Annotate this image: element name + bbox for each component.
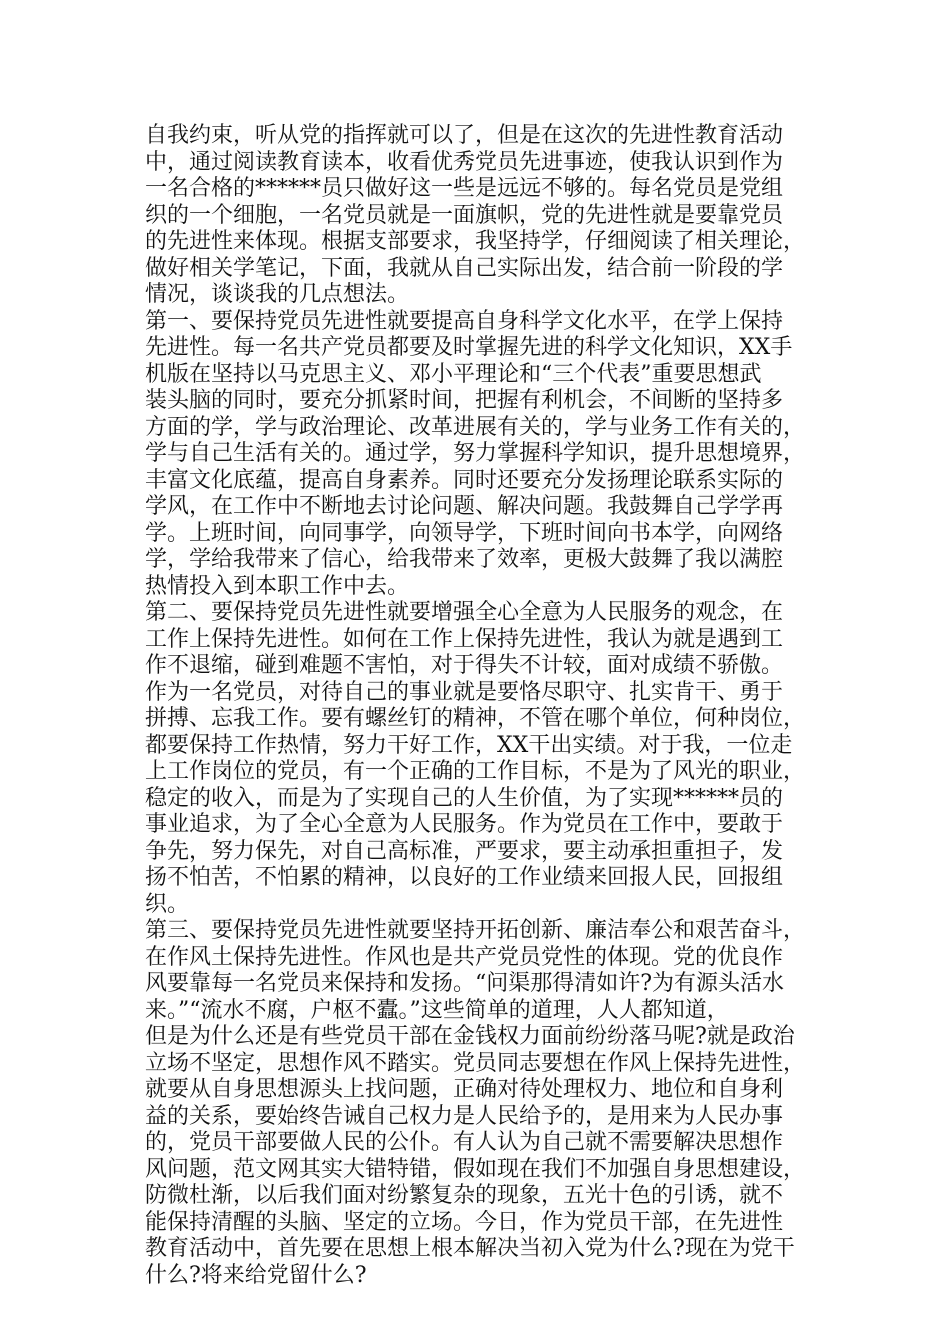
text-line: 情况，谈谈我的几点想法。 <box>145 282 410 307</box>
text-line: 能保持清醒的头脑、坚定的立场。今日，作为党员干部，在先进性 <box>145 1209 784 1235</box>
text-line: 学，学给我带来了信心，给我带来了效率，更极大鼓舞了我以满腔 <box>145 547 784 572</box>
text-line: 装头脑的同时，要充分抓紧时间，把握有利机会，不间断的坚持多 <box>145 388 784 413</box>
document-body-text <box>145 123 815 1289</box>
text-line: 第三、要保持党员先进性就要坚持开拓创新、廉洁奉公和艰苦奋斗， <box>145 918 806 943</box>
text-line: 做好相关学笔记，下面，我就从自己实际出发，结合前一阶段的学 <box>145 255 784 281</box>
text-line: 先进性。每一名共产党员都要及时掌握先进的科学文化知识，XX手 <box>145 335 793 360</box>
text-line: 中，通过阅读教育读本，收看优秀党员先进事迹，使我认识到作为 <box>145 149 784 175</box>
text-line: 学风，在工作中不断地去讨论问题、解决问题。我鼓舞自己学学再 <box>145 494 784 519</box>
text-line: 上工作岗位的党员，有一个正确的工作目标，不是为了风光的职业， <box>145 759 806 784</box>
text-line: 学。上班时间，向同事学，向领导学，下班时间向书本学，向网络 <box>145 520 784 546</box>
text-line: 事业追求，为了全心全意为人民服务。作为党员在工作中，要敢于 <box>145 812 784 837</box>
text-line: 方面的学，学与政治理论、改革进展有关的，学与业务工作有关的， <box>145 414 806 440</box>
text-line: 在作风土保持先进性。作风也是共产党员党性的体现。党的优良作 <box>145 944 784 970</box>
text-line: 教育活动中，首先要在思想上根本解决当初入党为什么?现在为党干 <box>145 1236 795 1261</box>
text-line: 都要保持工作热情，努力干好工作，XX干出实绩。对于我，一位走 <box>145 732 793 758</box>
text-line: 益的关系，要始终告诫自己权力是人民给予的，是用来为人民办事 <box>145 1103 784 1129</box>
text-line: 争先，努力保先，对自己高标准，严要求，要主动承担重担子，发 <box>145 838 784 864</box>
text-line: 织的一个细胞，一名党员就是一面旗帜，党的先进性就是要靠党员 <box>145 202 784 228</box>
text-line: 风问题，范文网其实大错特错，假如现在我们不加强自身思想建设， <box>145 1156 806 1182</box>
text-line: 织。 <box>145 891 190 917</box>
text-line: 扬不怕苦，不怕累的精神，以良好的工作业绩来回报人民，回报组 <box>145 865 784 890</box>
text-line: 拼搏、忘我工作。要有螺丝钉的精神，不管在哪个单位，何种岗位， <box>145 706 806 731</box>
text-line: 就要从自身思想源头上找问题，正确对待处理权力、地位和自身利 <box>145 1077 784 1102</box>
text-line: 机版在坚持以马克思主义、邓小平理论和“三个代表”重要思想武 <box>145 361 762 387</box>
text-line: 第二、要保持党员先进性就要增强全心全意为人民服务的观念，在 <box>145 600 784 625</box>
text-line: 热情投入到本职工作中去。 <box>145 573 410 599</box>
text-line: 防微杜渐，以后我们面对纷繁复杂的现象，五光十色的引诱，就不 <box>145 1183 784 1208</box>
text-line: 立场不坚定，思想作风不踏实。党员同志要想在作风上保持先进性， <box>145 1050 806 1076</box>
text-line: 作不退缩，碰到难题不害怕，对于得失不计较，面对成绩不骄傲。 <box>145 653 784 678</box>
text-line: 自我约束，听从党的指挥就可以了，但是在这次的先进性教育活动 <box>145 123 784 148</box>
text-line: 稳定的收入，而是为了实现自己的人生价值，为了实现******员的 <box>145 785 784 811</box>
text-line: 作为一名党员，对待自己的事业就是要恪尽职守、扎实肯干、勇于 <box>145 679 784 705</box>
text-line: 第一、要保持党员先进性就要提高自身科学文化水平，在学上保持 <box>145 308 784 334</box>
text-line: 的先进性来体现。根据支部要求，我坚持学，仔细阅读了相关理论， <box>145 229 806 254</box>
text-line: 一名合格的******员只做好这一些是远远不够的。每名党员是党组 <box>145 176 784 201</box>
text-line: 来。”“流水不腐，户枢不蠹。”这些简单的道理，人人都知道， <box>145 997 729 1023</box>
text-line: 学与自己生活有关的。通过学，努力掌握科学知识，提升思想境界， <box>145 441 806 466</box>
text-line: 什么?将来给党留什么? <box>145 1262 367 1288</box>
text-line: 丰富文化底蕴，提高自身素养。同时还要充分发扬理论联系实际的 <box>145 467 784 493</box>
text-line: 工作上保持先进性。如何在工作上保持先进性，我认为就是遇到工 <box>145 626 784 652</box>
text-line: 但是为什么还是有些党员干部在金钱权力面前纷纷落马呢?就是政治 <box>145 1024 795 1049</box>
text-line: 风要靠每一名党员来保持和发扬。“问渠那得清如许?为有源头活水 <box>145 971 785 996</box>
text-line: 的，党员干部要做人民的公仆。有人认为自己就不需要解决思想作 <box>145 1130 784 1155</box>
